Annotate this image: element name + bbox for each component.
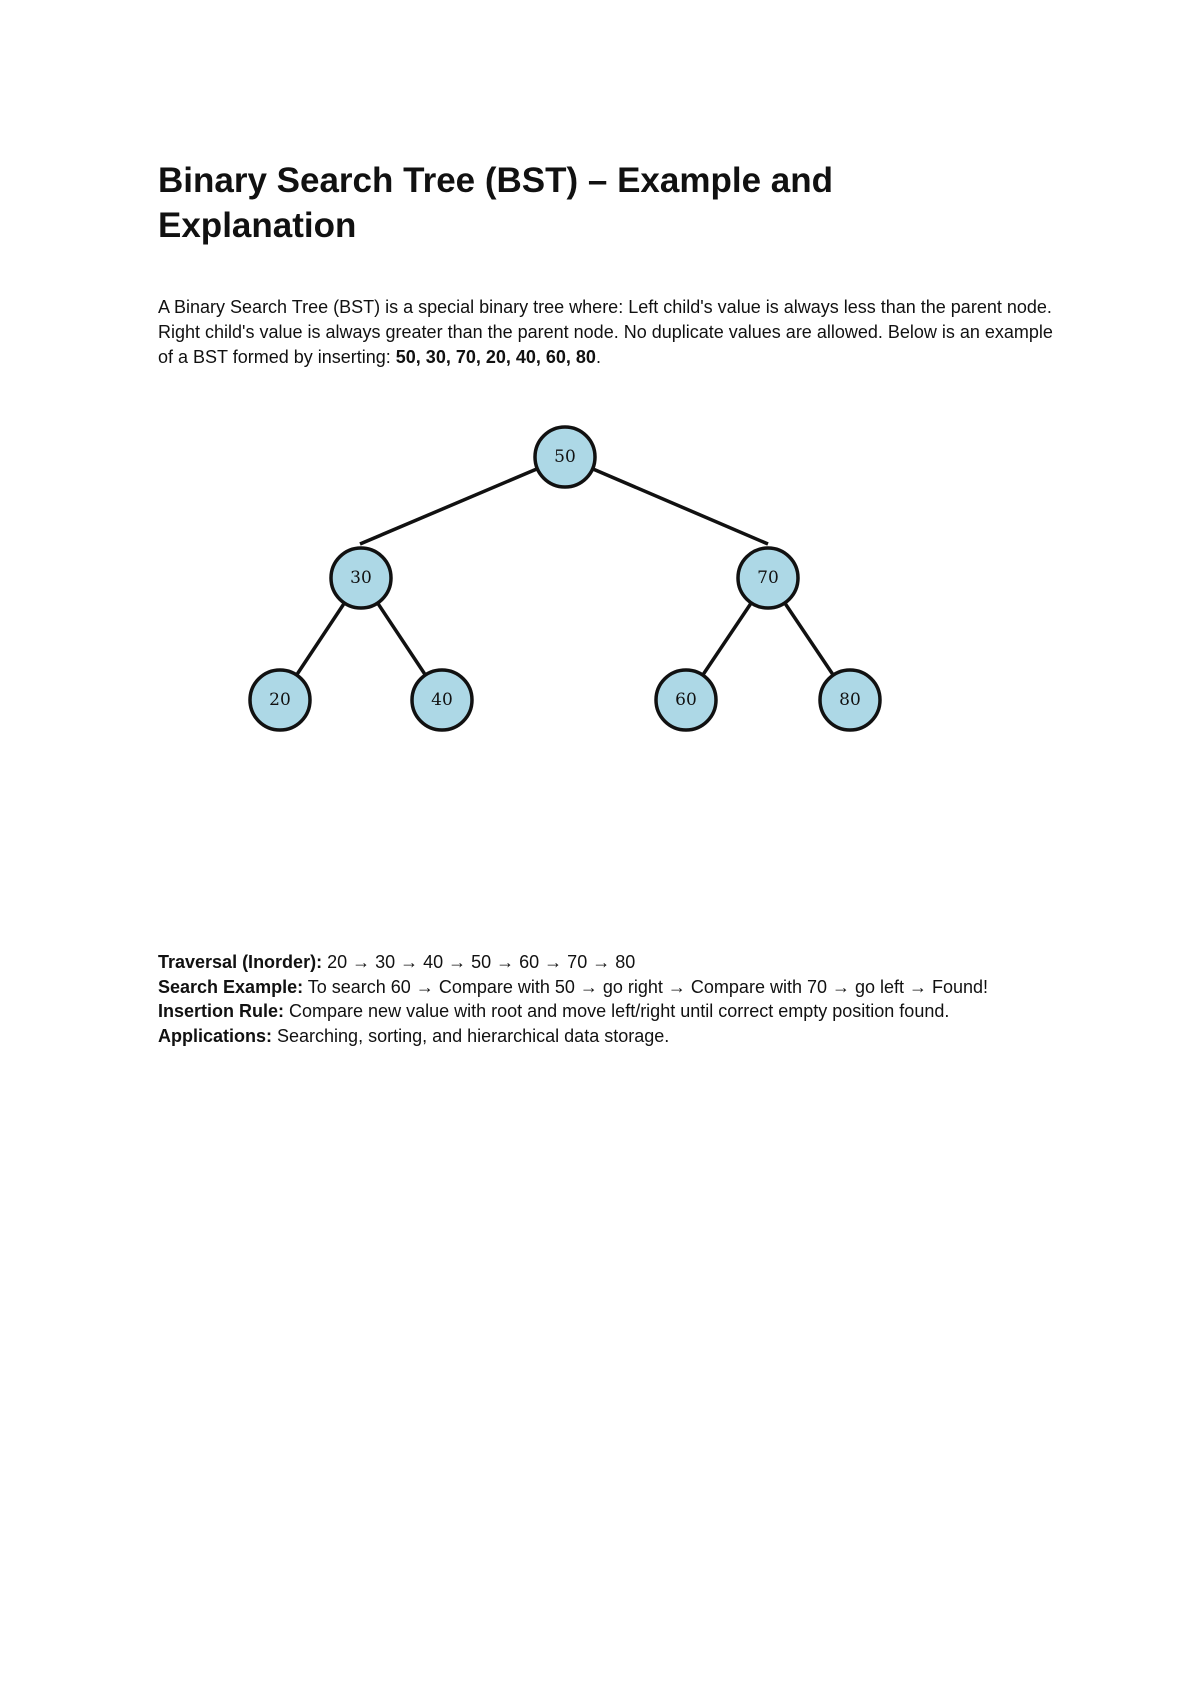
bst-diagram [0,400,1200,760]
tree-node-70 [738,548,798,608]
insert-sequence: 50, 30, 70, 20, 40, 60, 80 [395,347,596,367]
node-label-30: 30 [350,568,372,588]
node-label-60: 60 [675,690,697,710]
tree-node-80 [820,670,880,730]
applications-text: Searching, sorting, and hierarchical data storage. [272,1025,670,1046]
tree-node-40 [412,670,472,730]
node-label-20: 20 [269,690,291,710]
notes-section [158,950,1058,1048]
search-example-label: Search Example: [158,976,304,997]
traversal-label: Traversal (Inorder): [158,952,323,972]
intro-paragraph [158,295,1058,370]
applications-label: Applications: [158,1025,273,1046]
insertion-rule-label: Insertion Rule: [158,1001,285,1021]
tree-node-60 [656,670,716,730]
node-label-50: 50 [554,447,576,467]
edge-50-70 [565,457,768,544]
tree-node-30 [331,548,391,608]
node-label-80: 80 [839,690,861,710]
edge-50-30 [360,457,565,544]
traversal-line [158,950,1058,975]
traversal-text: 20 → 30 → 40 → 50 → 60 → 70 → 80 [322,952,636,972]
intro-end: . [595,347,601,367]
tree-node-50 [535,427,595,487]
node-label-70: 70 [757,568,779,588]
intro-text: A Binary Search Tree (BST) is a special binary tree where: Left child's value is always less than the parent node. Right child's value is always greater than the parent node. No duplicate values are allowed. Below is an example of a BST formed by inserting: [158,297,1053,367]
search-example-text: To search 60 → Compare with 50 → go right → Compare with 70 → go left → Found! [303,976,989,997]
insertion-rule-text: Compare new value with root and move left/right until correct empty position found. [284,1001,950,1021]
tree-node-20 [250,670,310,730]
insertion-rule-line [158,999,1058,1024]
node-label-40: 40 [431,690,453,710]
applications-line [158,1024,1058,1049]
search-example-line [158,975,1058,1000]
page-title: Binary Search Tree (BST) – Example and Explanation [158,161,833,245]
